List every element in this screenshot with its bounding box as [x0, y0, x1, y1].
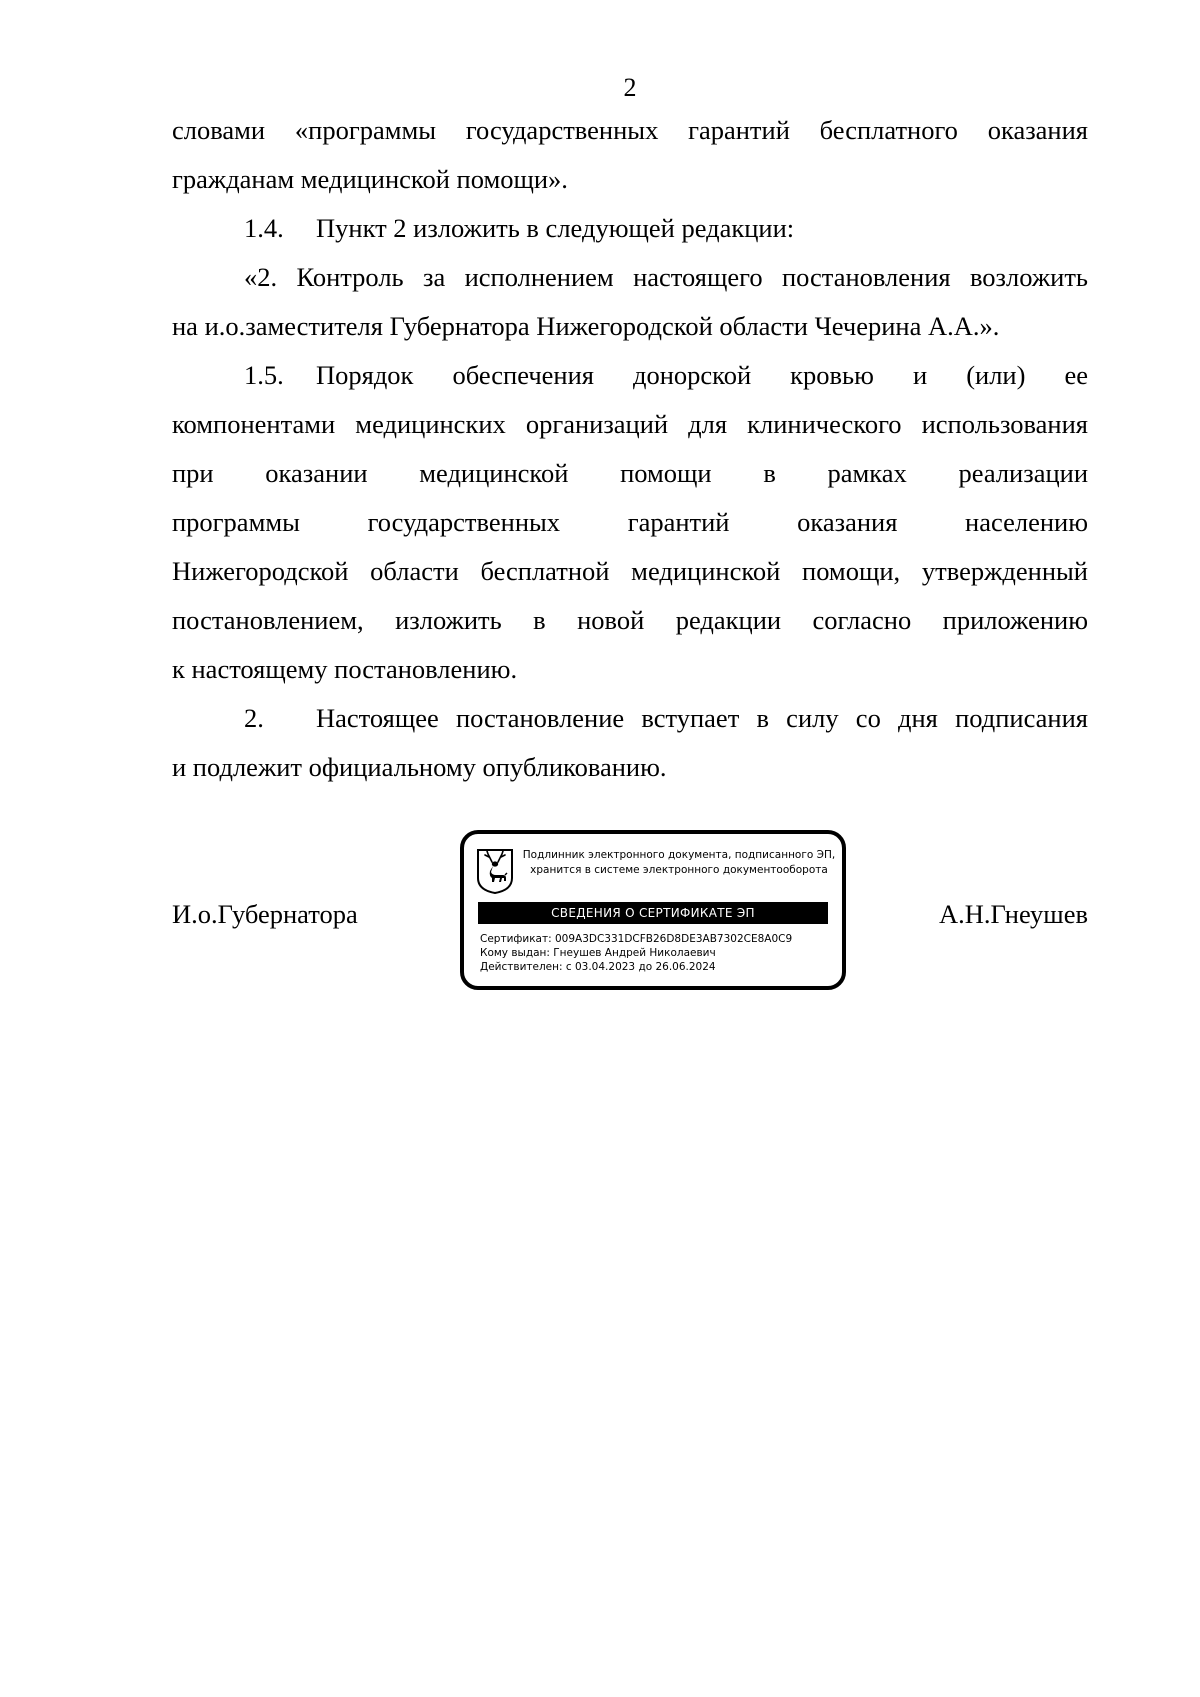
clause-text: Пункт 2 изложить в следующей редакции: — [316, 213, 795, 243]
text-line: компонентами медицинских организаций для клинического использования — [172, 409, 1088, 439]
clause-1-5 — [172, 351, 1088, 694]
clause-number: 2. — [244, 703, 264, 733]
text-line: гражданам медицинской помощи». — [172, 164, 568, 194]
text-line: программы государственных гарантий оказания населению — [172, 507, 1088, 537]
page-number: 2 — [623, 73, 637, 102]
clause-number: 1.4. — [244, 213, 284, 243]
stamp-validity: Действителен: с 03.04.2023 до 26.06.2024 — [480, 961, 716, 973]
clause-text: Порядок обеспечения донорской кровью и (или) ее — [316, 360, 1088, 390]
text-line: постановлением, изложить в новой редакции согласно приложению — [172, 605, 1088, 635]
stamp-certificate-serial: Сертификат: 009A3DC331DCFB26D8DE3AB7302CE8A0C9 — [480, 933, 793, 945]
stamp-header-line: Подлинник электронного документа, подписанного ЭП, — [522, 849, 836, 861]
signatory-name: А.Н.Гнеушев — [938, 899, 1088, 929]
nizhny-novgorod-deer-emblem-icon — [476, 848, 514, 894]
text-line — [172, 204, 1088, 253]
stamp-header — [520, 848, 838, 878]
text-line — [172, 351, 1088, 400]
stamp-certificate-details — [480, 932, 836, 974]
text-line: к настоящему постановлению. — [172, 654, 518, 684]
clause-1-4 — [172, 204, 1088, 253]
text-line: Нижегородской области бесплатной медицинской помощи, утвержденный — [172, 556, 1088, 586]
paragraph-continuation — [172, 106, 1088, 204]
text-line: «2. Контроль за исполнением настоящего постановления возложить — [244, 262, 1088, 292]
text-line: при оказании медицинской помощи в рамках реализации — [172, 458, 1088, 488]
clause-2 — [172, 694, 1088, 792]
clause-text: Настоящее постановление вступает в силу со дня подписания — [316, 703, 1088, 733]
text-line: на и.о.заместителя Губернатора Нижегородской области Чечерина А.А.». — [172, 311, 1000, 341]
signatory-title: И.о.Губернатора — [172, 899, 358, 929]
e-signature-stamp — [460, 830, 846, 990]
text-line: словами «программы государственных гарантий бесплатного оказания — [172, 115, 1088, 145]
stamp-issued-to: Кому выдан: Гнеушев Андрей Николаевич — [480, 947, 716, 959]
text-line — [172, 694, 1088, 743]
stamp-header-line: хранится в системе электронного документооборота — [530, 864, 828, 876]
quoted-clause — [172, 253, 1088, 351]
clause-number: 1.5. — [244, 360, 284, 390]
stamp-certificate-title: СВЕДЕНИЯ О СЕРТИФИКАТЕ ЭП — [478, 902, 828, 924]
text-line: и подлежит официальному опубликованию. — [172, 752, 667, 782]
